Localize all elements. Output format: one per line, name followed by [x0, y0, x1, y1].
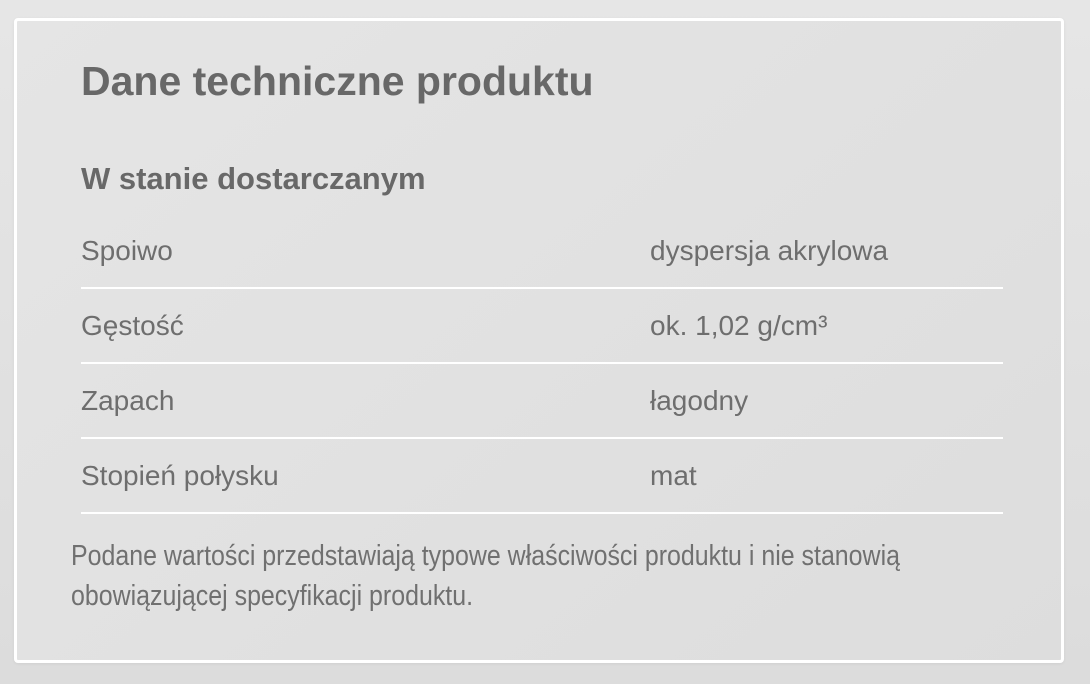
spec-label-density: Gęstość — [81, 309, 184, 341]
spec-label-gloss: Stopień połysku — [81, 459, 279, 491]
table-row — [81, 364, 1003, 439]
spec-table — [81, 214, 1003, 514]
technical-data-card — [14, 18, 1064, 663]
spec-value-odour: łagodny — [650, 384, 749, 416]
section-heading: W stanie dostarczanym — [81, 161, 426, 197]
spec-value-binder: dyspersja akrylowa — [650, 234, 889, 266]
spec-label-binder: Spoiwo — [81, 234, 173, 266]
spec-label-odour: Zapach — [81, 384, 175, 416]
spec-value-gloss: mat — [650, 459, 697, 491]
table-row — [81, 439, 1003, 514]
table-row — [81, 289, 1003, 364]
table-row — [81, 214, 1003, 289]
disclaimer-note: Podane wartości przedstawiają typowe właściwości produktu i nie stanowią obowiązującej specyfikacji produktu. — [71, 540, 900, 613]
spec-value-density: ok. 1,02 g/cm³ — [650, 309, 828, 341]
page-title: Dane techniczne produktu — [81, 58, 594, 104]
